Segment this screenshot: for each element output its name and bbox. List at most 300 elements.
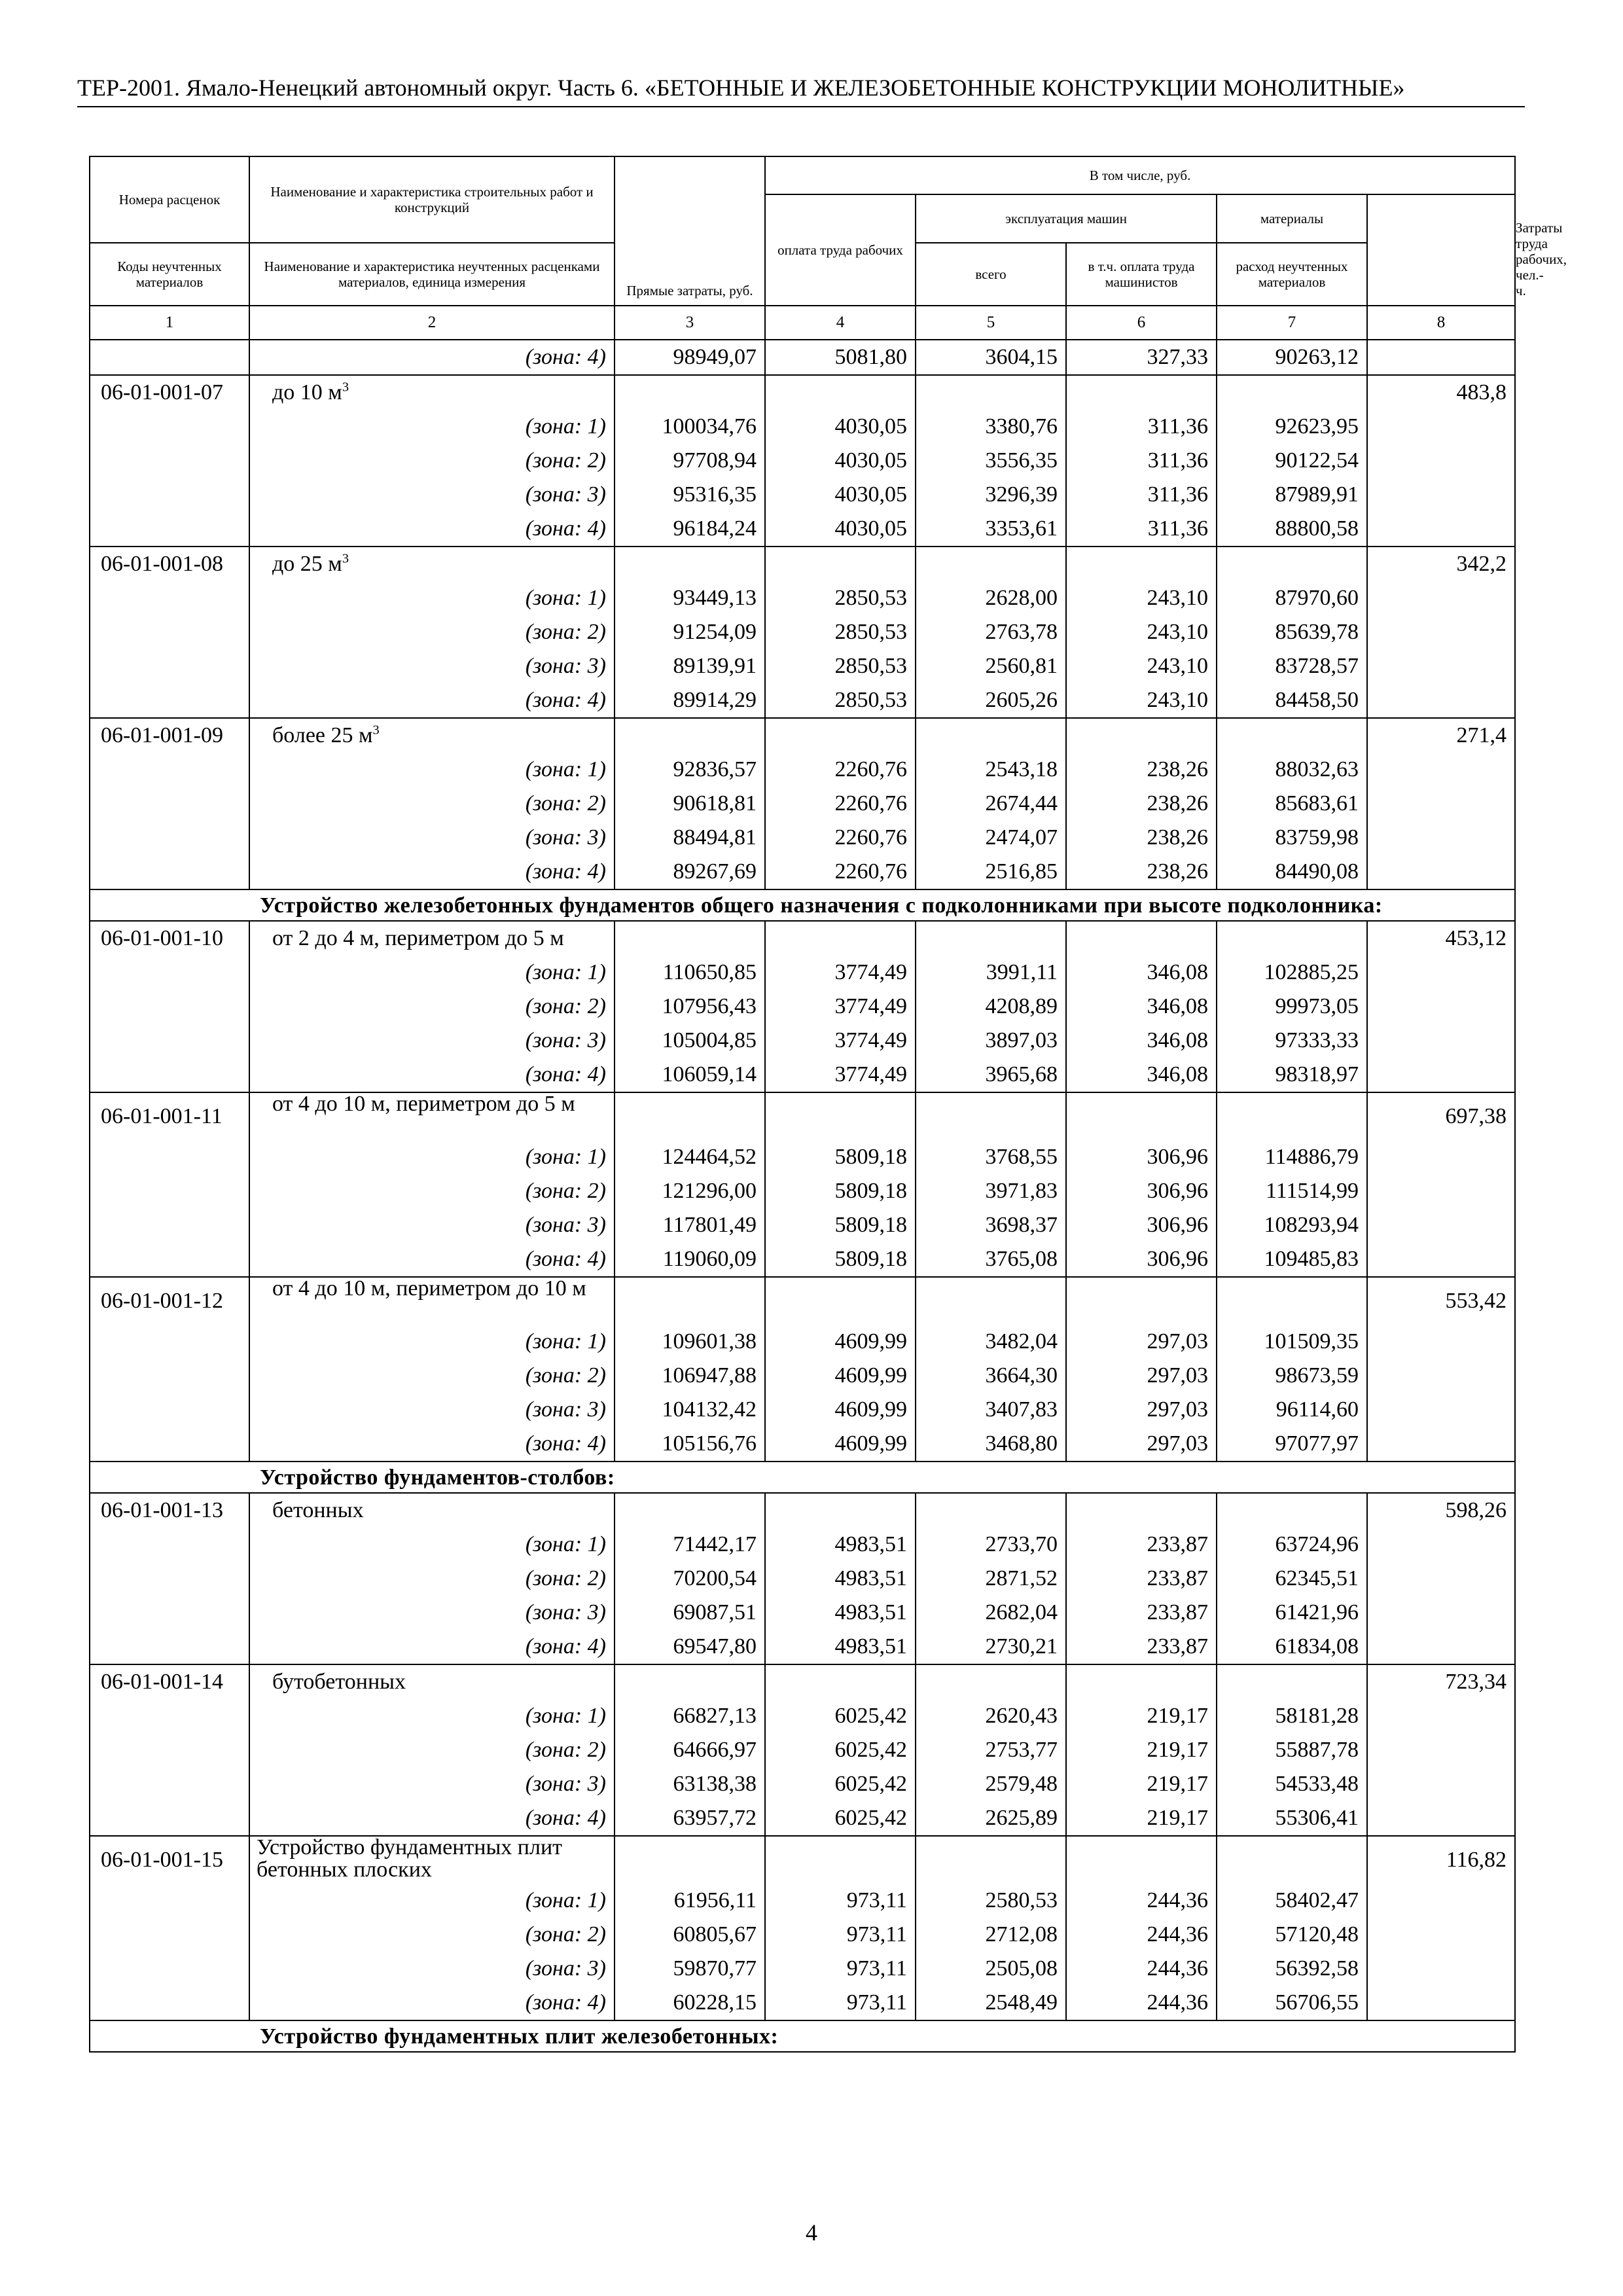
zone-label: (зона: 2) (525, 1566, 606, 1590)
wages-value: 6025,42 (834, 1738, 907, 1762)
wages-value: 4983,51 (834, 1634, 907, 1659)
zone-label: (зона: 3) (525, 1213, 606, 1237)
materials-value: 96114,60 (1275, 1397, 1359, 1422)
materials-value: 109485,83 (1264, 1247, 1359, 1271)
zone-label: (зона: 3) (525, 654, 606, 678)
machines-value: 2871,52 (985, 1566, 1058, 1590)
table-row (90, 340, 1515, 375)
price-table (89, 156, 1567, 2053)
wages-value: 4609,99 (834, 1363, 907, 1388)
machinists-value: 233,87 (1147, 1532, 1208, 1556)
materials-value: 98318,97 (1275, 1062, 1359, 1086)
materials-value: 97333,33 (1275, 1028, 1359, 1052)
unit-exponent: 3 (342, 380, 349, 395)
labor-value: 483,8 (1456, 380, 1507, 404)
machines-value: 3965,68 (985, 1062, 1058, 1086)
table-body (90, 340, 1515, 2052)
machinists-value: 219,17 (1147, 1772, 1208, 1796)
materials-value: 62345,51 (1275, 1566, 1359, 1590)
zone-label: (зона: 3) (525, 482, 606, 507)
table-row (90, 375, 1515, 547)
header-code-bottom: Коды неучтенных материалов (90, 243, 249, 306)
materials-value: 99973,05 (1275, 994, 1359, 1018)
wages-value: 973,11 (846, 1990, 907, 2015)
work-title (250, 1837, 614, 1884)
wages-value: 2850,53 (834, 688, 907, 712)
direct-value: 63957,72 (673, 1806, 757, 1830)
machines-value: 3468,80 (985, 1431, 1058, 1456)
zone-label: (зона: 4) (525, 1806, 606, 1830)
direct-value: 69087,51 (673, 1600, 757, 1624)
table-header: Номера расценок Наименование и характеристика строительных работ и конструкций Прямые затраты, руб. В том числе, руб. Затраты труда рабочих, чел.-ч. оплата труда рабочих эксплуатация машин материалы Коды неучтенных материалов Наименование и характеристика неучтенных расценками материалов, единица измерения всего в т.ч. оплата труда машинистов расход неучтенных материалов 1 2 3 4 5 6 7 8 (90, 156, 1515, 340)
header-desc-top: Наименование и характеристика строительных работ и конструкций (249, 156, 615, 243)
machinists-value: 297,03 (1147, 1363, 1208, 1388)
zone-label: (зона: 4) (525, 1247, 606, 1271)
section-heading-row (90, 2020, 1515, 2052)
zone-label: (зона: 2) (525, 994, 606, 1018)
direct-value: 90618,81 (673, 791, 757, 816)
materials-value: 84458,50 (1275, 688, 1359, 712)
document-header: ТЕР-2001. Ямало-Ненецкий автономный округ. Часть 6. «БЕТОННЫЕ И ЖЕЛЕЗОБЕТОННЫЕ КОНСТРУКЦИИ МОНОЛИТНЫЕ» (77, 75, 1405, 101)
wages-value: 973,11 (846, 1956, 907, 1981)
materials-value: 97077,97 (1275, 1431, 1359, 1456)
machinists-value: 219,17 (1147, 1704, 1208, 1728)
machines-value: 2505,08 (985, 1956, 1058, 1981)
machines-value: 3604,15 (985, 345, 1058, 369)
direct-value: 64666,97 (673, 1738, 757, 1762)
header-wages: оплата труда рабочих (765, 194, 916, 306)
column-number: 5 (916, 306, 1066, 340)
rate-code: 06-01-001-13 (101, 1498, 223, 1522)
direct-value: 59870,77 (673, 1956, 757, 1981)
zone-label: (зона: 1) (525, 757, 606, 781)
direct-value: 117801,49 (662, 1213, 757, 1237)
section-code-cell (90, 889, 249, 921)
section-title: Устройство фундаментных плит железобетонных: (260, 2024, 779, 2049)
zone-label: (зона: 2) (525, 1363, 606, 1388)
zone-label: (зона: 4) (525, 345, 606, 369)
column-number: 4 (765, 306, 916, 340)
materials-value: 63724,96 (1275, 1532, 1359, 1556)
machines-value: 2753,77 (985, 1738, 1058, 1762)
direct-value: 104132,42 (662, 1397, 757, 1422)
zone-label: (зона: 3) (525, 1956, 606, 1981)
direct-value: 106059,14 (662, 1062, 757, 1086)
machinists-value: 311,36 (1147, 516, 1208, 541)
machines-value: 2730,21 (985, 1634, 1058, 1659)
header-rule (77, 106, 1525, 107)
materials-value: 90122,54 (1275, 448, 1359, 473)
work-title-text: Устройство фундаментных плит бетонных плоских (257, 1835, 563, 1882)
materials-value: 61834,08 (1275, 1634, 1359, 1659)
wages-value: 5081,80 (834, 345, 907, 369)
rate-code: 06-01-001-07 (101, 380, 223, 404)
labor-value: 598,26 (1445, 1498, 1507, 1522)
wages-value: 2260,76 (834, 859, 907, 884)
machines-value: 3353,61 (985, 516, 1058, 541)
work-title-text: до 25 м (272, 552, 342, 576)
rate-code: 06-01-001-10 (101, 926, 223, 950)
direct-value: 93449,13 (673, 586, 757, 610)
machinists-value: 306,96 (1147, 1247, 1208, 1271)
machines-value: 2674,44 (985, 791, 1058, 816)
materials-value: 56706,55 (1275, 1990, 1359, 2015)
machines-value: 3971,83 (985, 1179, 1058, 1203)
work-title-text: от 4 до 10 м, периметром до 5 м (272, 1092, 575, 1116)
machinists-value: 243,10 (1147, 586, 1208, 610)
machinists-value: 306,96 (1147, 1145, 1208, 1169)
work-title-text: от 2 до 4 м, периметром до 5 м (272, 926, 564, 950)
table-row (90, 921, 1515, 1092)
direct-value: 91254,09 (673, 620, 757, 644)
machines-value: 3768,55 (985, 1145, 1058, 1169)
wages-value: 5809,18 (834, 1145, 907, 1169)
wages-value: 3774,49 (834, 1062, 907, 1086)
materials-value: 83728,57 (1275, 654, 1359, 678)
machines-value: 2605,26 (985, 688, 1058, 712)
column-number: 8 (1367, 306, 1515, 340)
zone-label: (зона: 1) (525, 1532, 606, 1556)
machines-value: 2474,07 (985, 825, 1058, 850)
wages-value: 4030,05 (834, 414, 907, 439)
table-row (90, 1277, 1515, 1462)
machines-value: 2560,81 (985, 654, 1058, 678)
materials-value: 102885,25 (1264, 960, 1359, 984)
machines-value: 2763,78 (985, 620, 1058, 644)
column-number: 2 (249, 306, 615, 340)
wages-value: 2260,76 (834, 825, 907, 850)
work-title-text: от 4 до 10 м, периметром до 10 м (272, 1276, 586, 1300)
work-title (250, 1665, 614, 1699)
table-row (90, 1836, 1515, 2020)
section-heading-row (90, 1462, 1515, 1493)
machines-value: 2712,08 (985, 1922, 1058, 1946)
direct-value: 121296,00 (662, 1179, 757, 1203)
rate-code: 06-01-001-09 (101, 723, 223, 747)
zone-label: (зона: 2) (525, 448, 606, 473)
materials-value: 87989,91 (1275, 482, 1359, 507)
materials-value: 61421,96 (1275, 1600, 1359, 1624)
zone-label: (зона: 3) (525, 1397, 606, 1422)
wages-value: 4030,05 (834, 516, 907, 541)
machinists-value: 244,36 (1147, 1888, 1208, 1912)
machinists-value: 244,36 (1147, 1956, 1208, 1981)
direct-value: 97708,94 (673, 448, 757, 473)
table-row (90, 1092, 1515, 1277)
machines-value: 3991,11 (986, 960, 1058, 984)
materials-value: 56392,58 (1275, 1956, 1359, 1981)
labor-value: 697,38 (1445, 1104, 1507, 1128)
header-machines-total: всего (916, 243, 1066, 306)
wages-value: 2850,53 (834, 586, 907, 610)
direct-value: 92836,57 (673, 757, 757, 781)
wages-value: 4983,51 (834, 1600, 907, 1624)
rate-code: 06-01-001-15 (101, 1848, 223, 1872)
machines-value: 3482,04 (985, 1329, 1058, 1354)
column-number: 1 (90, 306, 249, 340)
materials-value: 55306,41 (1275, 1806, 1359, 1830)
table-row (90, 547, 1515, 718)
rate-code: 06-01-001-12 (101, 1289, 223, 1313)
section-heading-row (90, 889, 1515, 921)
zone-label: (зона: 4) (525, 1431, 606, 1456)
wages-value: 4030,05 (834, 482, 907, 507)
zone-label: (зона: 1) (525, 1145, 606, 1169)
work-title (250, 1093, 614, 1140)
section-code-cell (90, 1462, 249, 1493)
zone-label: (зона: 3) (525, 1600, 606, 1624)
direct-value: 100034,76 (662, 414, 757, 439)
rate-code: 06-01-001-08 (101, 552, 223, 576)
machines-value: 4208,89 (985, 994, 1058, 1018)
machinists-value: 243,10 (1147, 620, 1208, 644)
machinists-value: 233,87 (1147, 1600, 1208, 1624)
direct-value: 105004,85 (662, 1028, 757, 1052)
machines-value: 3380,76 (985, 414, 1058, 439)
wages-value: 3774,49 (834, 1028, 907, 1052)
machines-value: 3556,35 (985, 448, 1058, 473)
machinists-value: 233,87 (1147, 1566, 1208, 1590)
direct-value: 109601,38 (662, 1329, 757, 1354)
machinists-value: 238,26 (1147, 825, 1208, 850)
machines-value: 2733,70 (985, 1532, 1058, 1556)
direct-value: 71442,17 (673, 1532, 757, 1556)
direct-value: 124464,52 (662, 1145, 757, 1169)
zone-label: (зона: 3) (525, 1028, 606, 1052)
header-materials-group: материалы (1217, 194, 1367, 243)
machinists-value: 238,26 (1147, 859, 1208, 884)
direct-value: 70200,54 (673, 1566, 757, 1590)
machinists-value: 346,08 (1147, 960, 1208, 984)
table-row (90, 718, 1515, 889)
direct-value: 107956,43 (662, 994, 757, 1018)
wages-value: 2260,76 (834, 791, 907, 816)
labor-value: 271,4 (1456, 723, 1507, 747)
machinists-value: 297,03 (1147, 1397, 1208, 1422)
materials-value: 58402,47 (1275, 1888, 1359, 1912)
zone-label: (зона: 4) (525, 859, 606, 884)
materials-value: 57120,48 (1275, 1922, 1359, 1946)
machinists-value: 311,36 (1147, 482, 1208, 507)
direct-value: 60228,15 (673, 1990, 757, 2015)
direct-value: 98949,07 (673, 345, 757, 369)
wages-value: 4609,99 (834, 1397, 907, 1422)
unit-exponent: 3 (342, 551, 349, 566)
machinists-value: 327,33 (1147, 345, 1208, 369)
materials-value: 54533,48 (1275, 1772, 1359, 1796)
materials-value: 111514,99 (1266, 1179, 1359, 1203)
zone-label: (зона: 1) (525, 586, 606, 610)
machines-value: 3698,37 (985, 1213, 1058, 1237)
wages-value: 5809,18 (834, 1247, 907, 1271)
wages-value: 2850,53 (834, 654, 907, 678)
work-title (250, 922, 614, 956)
zone-label: (зона: 2) (525, 1738, 606, 1762)
rate-code: 06-01-001-14 (101, 1670, 223, 1694)
machinists-value: 346,08 (1147, 1028, 1208, 1052)
direct-value: 106947,88 (662, 1363, 757, 1388)
direct-value: 61956,11 (673, 1888, 757, 1912)
machines-value: 3296,39 (985, 482, 1058, 507)
machinists-value: 346,08 (1147, 1062, 1208, 1086)
machinists-value: 306,96 (1147, 1179, 1208, 1203)
unit-exponent: 3 (372, 723, 380, 738)
header-code-top: Номера расценок (90, 156, 249, 243)
materials-value: 90263,12 (1275, 345, 1359, 369)
wages-value: 2850,53 (834, 620, 907, 644)
zone-label: (зона: 3) (525, 825, 606, 850)
zone-label: (зона: 4) (525, 1062, 606, 1086)
materials-value: 83759,98 (1275, 825, 1359, 850)
wages-value: 5809,18 (834, 1213, 907, 1237)
header-direct-costs: Прямые затраты, руб. (615, 156, 765, 306)
direct-value: 110650,85 (662, 960, 757, 984)
wages-value: 6025,42 (834, 1772, 907, 1796)
direct-value: 63138,38 (673, 1772, 757, 1796)
column-number: 6 (1066, 306, 1217, 340)
section-title: Устройство железобетонных фундаментов общего назначения с подколонниками при высоте подколонника: (260, 893, 1383, 918)
labor-value: 553,42 (1445, 1289, 1507, 1313)
materials-value: 88032,63 (1275, 757, 1359, 781)
machinists-value: 311,36 (1147, 414, 1208, 439)
direct-value: 89914,29 (673, 688, 757, 712)
direct-value: 60805,67 (673, 1922, 757, 1946)
work-title (250, 1278, 614, 1325)
header-machines-group: эксплуатация машин (916, 194, 1217, 243)
machinists-value: 306,96 (1147, 1213, 1208, 1237)
machines-value: 3897,03 (985, 1028, 1058, 1052)
header-machinists-wages: в т.ч. оплата труда машинистов (1066, 243, 1217, 306)
labor-value: 453,12 (1445, 926, 1507, 950)
page-number: 4 (806, 2219, 817, 2246)
machines-value: 2543,18 (985, 757, 1058, 781)
work-title (250, 1494, 614, 1528)
direct-value: 69547,80 (673, 1634, 757, 1659)
zone-label: (зона: 1) (525, 1888, 606, 1912)
machines-value: 2620,43 (985, 1704, 1058, 1728)
wages-value: 4983,51 (834, 1566, 907, 1590)
machines-value: 2516,85 (985, 859, 1058, 884)
materials-value: 98673,59 (1275, 1363, 1359, 1388)
zone-label: (зона: 1) (525, 1329, 606, 1354)
machinists-value: 244,36 (1147, 1990, 1208, 2015)
zone-label: (зона: 1) (525, 1704, 606, 1728)
machines-value: 2580,53 (985, 1888, 1058, 1912)
machinists-value: 346,08 (1147, 994, 1208, 1018)
table-row (90, 1664, 1515, 1836)
materials-value: 55887,78 (1275, 1738, 1359, 1762)
direct-value: 105156,76 (662, 1431, 757, 1456)
zone-label: (зона: 4) (525, 516, 606, 541)
column-number: 7 (1217, 306, 1367, 340)
materials-value: 108293,94 (1264, 1213, 1359, 1237)
direct-value: 95316,35 (673, 482, 757, 507)
direct-value: 88494,81 (673, 825, 757, 850)
work-title (250, 547, 614, 581)
materials-value: 88800,58 (1275, 516, 1359, 541)
wages-value: 973,11 (846, 1888, 907, 1912)
zone-label: (зона: 4) (525, 1990, 606, 2015)
machines-value: 2548,49 (985, 1990, 1058, 2015)
machines-value: 2579,48 (985, 1772, 1058, 1796)
wages-value: 6025,42 (834, 1806, 907, 1830)
table-row (90, 1493, 1515, 1664)
rate-code: 06-01-001-11 (101, 1104, 223, 1128)
machines-value: 2628,00 (985, 586, 1058, 610)
header-materials: расход неучтенных материалов (1217, 243, 1367, 306)
work-title-text: более 25 м (272, 723, 373, 747)
section-title: Устройство фундаментов-столбов: (260, 1465, 615, 1490)
wages-value: 3774,49 (834, 960, 907, 984)
direct-value: 119060,09 (662, 1247, 757, 1271)
wages-value: 973,11 (846, 1922, 907, 1946)
labor-value: 723,34 (1445, 1670, 1507, 1694)
machinists-value: 238,26 (1147, 757, 1208, 781)
header-including-group: В том числе, руб. (765, 156, 1515, 194)
work-title-text: бетонных (272, 1498, 364, 1522)
machinists-value: 244,36 (1147, 1922, 1208, 1946)
wages-value: 2260,76 (834, 757, 907, 781)
wages-value: 4609,99 (834, 1329, 907, 1354)
machinists-value: 238,26 (1147, 791, 1208, 816)
zone-label: (зона: 4) (525, 688, 606, 712)
wages-value: 4030,05 (834, 448, 907, 473)
machinists-value: 219,17 (1147, 1806, 1208, 1830)
zone-label: (зона: 4) (525, 1634, 606, 1659)
machinists-value: 297,03 (1147, 1329, 1208, 1354)
header-desc-bottom: Наименование и характеристика неучтенных расценками материалов, единица измерения (249, 243, 615, 306)
machinists-value: 233,87 (1147, 1634, 1208, 1659)
work-title-text: до 10 м (272, 380, 342, 404)
materials-value: 84490,08 (1275, 859, 1359, 884)
direct-value: 89267,69 (673, 859, 757, 884)
wages-value: 4983,51 (834, 1532, 907, 1556)
machinists-value: 243,10 (1147, 688, 1208, 712)
work-title (250, 719, 614, 753)
section-code-cell (90, 2020, 249, 2052)
wages-value: 6025,42 (834, 1704, 907, 1728)
machines-value: 3664,30 (985, 1363, 1058, 1388)
machines-value: 3765,08 (985, 1247, 1058, 1271)
zone-label: (зона: 2) (525, 620, 606, 644)
labor-value: 342,2 (1456, 552, 1507, 576)
machines-value: 2625,89 (985, 1806, 1058, 1830)
zone-label: (зона: 2) (525, 791, 606, 816)
work-title (250, 376, 614, 410)
machines-value: 2682,04 (985, 1600, 1058, 1624)
materials-value: 85639,78 (1275, 620, 1359, 644)
materials-value: 87970,60 (1275, 586, 1359, 610)
materials-value: 92623,95 (1275, 414, 1359, 439)
direct-value: 89139,91 (673, 654, 757, 678)
machinists-value: 311,36 (1147, 448, 1208, 473)
zone-label: (зона: 1) (525, 414, 606, 439)
wages-value: 3774,49 (834, 994, 907, 1018)
direct-value: 66827,13 (673, 1704, 757, 1728)
zone-label: (зона: 1) (525, 960, 606, 984)
materials-value: 85683,61 (1275, 791, 1359, 816)
zone-label: (зона: 2) (525, 1179, 606, 1203)
direct-value: 96184,24 (673, 516, 757, 541)
wages-value: 4609,99 (834, 1431, 907, 1456)
materials-value: 101509,35 (1264, 1329, 1359, 1354)
zone-label: (зона: 3) (525, 1772, 606, 1796)
work-title-text: бутобетонных (272, 1670, 406, 1694)
machinists-value: 297,03 (1147, 1431, 1208, 1456)
column-number: 3 (615, 306, 765, 340)
zone-label: (зона: 2) (525, 1922, 606, 1946)
labor-value: 116,82 (1446, 1848, 1507, 1872)
